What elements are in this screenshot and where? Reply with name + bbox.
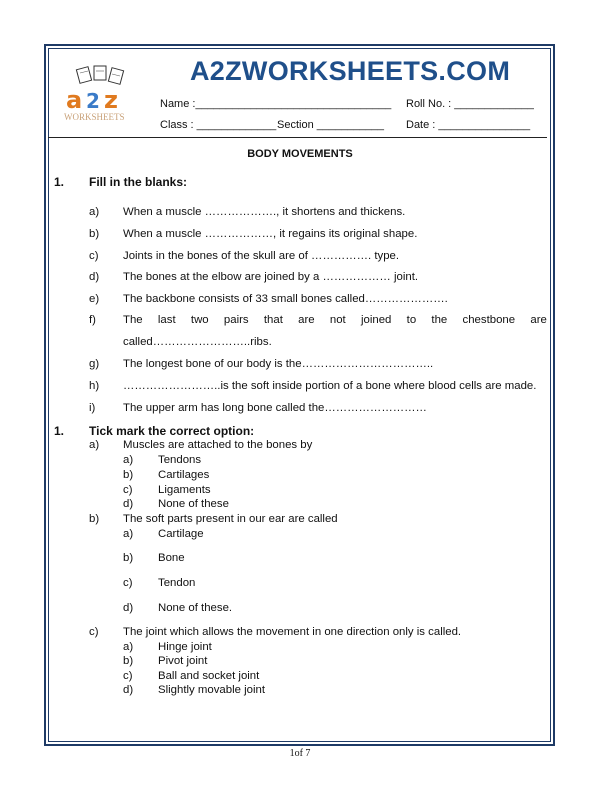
- word: not: [329, 314, 346, 326]
- svg-text:2: 2: [86, 89, 100, 113]
- item-letter: b): [89, 228, 100, 240]
- word: The: [123, 314, 143, 326]
- blank-item: When a muscle ………………., it shortens and thickens.: [123, 206, 406, 218]
- question-number: 1.: [54, 175, 65, 189]
- blank-item-justified: [123, 314, 547, 326]
- item-letter: a): [89, 439, 100, 451]
- item-letter: c): [89, 626, 99, 638]
- a2z-logo-icon: [60, 64, 140, 128]
- item-letter: i): [89, 402, 96, 414]
- option-letter: d): [123, 498, 134, 510]
- item-letter: f): [89, 314, 96, 326]
- option-text[interactable]: None of these.: [158, 602, 233, 614]
- word: that: [263, 314, 283, 326]
- item-letter: e): [89, 293, 100, 305]
- word: chestbone: [462, 314, 516, 326]
- blank-item: ……………………..is the soft inside portion of a bone where blood cells are made.: [123, 380, 537, 392]
- word: last: [157, 314, 176, 326]
- question-heading: Fill in the blanks:: [89, 175, 188, 189]
- site-title: A2ZWORKSHEETS.COM: [190, 56, 511, 86]
- item-letter: h): [89, 380, 100, 392]
- option-text[interactable]: Tendons: [158, 454, 202, 466]
- name-field[interactable]: Name :________________________________: [160, 98, 392, 110]
- blank-item: When a muscle ………………, it regains its original shape.: [123, 228, 418, 240]
- option-letter: b): [123, 552, 134, 564]
- option-text[interactable]: Cartilages: [158, 469, 210, 481]
- option-letter: c): [123, 670, 133, 682]
- option-text[interactable]: Tendon: [158, 577, 196, 589]
- mcq-question: The joint which allows the movement in one direction only is called.: [123, 626, 462, 638]
- option-letter: c): [123, 484, 133, 496]
- section-field[interactable]: Section ___________: [277, 119, 385, 131]
- mcq-question: The soft parts present in our ear are called: [123, 513, 338, 525]
- option-letter: a): [123, 528, 134, 540]
- option-text[interactable]: Cartilage: [158, 528, 204, 540]
- svg-text:z: z: [104, 86, 118, 114]
- option-text[interactable]: Ball and socket joint: [158, 670, 260, 682]
- date-field[interactable]: Date : _______________: [406, 119, 531, 131]
- blank-item: The bones at the elbow are joined by a ……………… joint.: [123, 271, 419, 283]
- class-field[interactable]: Class : _____________: [160, 119, 277, 131]
- word: two: [190, 314, 209, 326]
- question-number: 1.: [54, 424, 65, 438]
- blank-item: Joints in the bones of the skull are of ……………. type.: [123, 250, 400, 262]
- roll-number-field[interactable]: Roll No. : _____________: [406, 98, 534, 110]
- item-letter: d): [89, 271, 100, 283]
- word: pairs: [223, 314, 249, 326]
- svg-text:WORKSHEETS: WORKSHEETS: [64, 112, 125, 122]
- option-letter: b): [123, 655, 134, 667]
- word: are: [530, 314, 547, 326]
- option-text[interactable]: Ligaments: [158, 484, 211, 496]
- header-divider: [48, 137, 547, 138]
- option-letter: d): [123, 602, 134, 614]
- blank-item: The upper arm has long bone called the………………………: [123, 402, 427, 414]
- item-letter: a): [89, 206, 100, 218]
- item-letter: b): [89, 513, 100, 525]
- blank-item-continuation: called……………………..ribs.: [123, 336, 272, 348]
- option-text[interactable]: Pivot joint: [158, 655, 208, 667]
- option-text[interactable]: Bone: [158, 552, 185, 564]
- item-letter: c): [89, 250, 99, 262]
- option-letter: c): [123, 577, 133, 589]
- word: the: [431, 314, 448, 326]
- option-letter: a): [123, 641, 134, 653]
- question-heading: Tick mark the correct option:: [89, 424, 255, 438]
- word: are: [298, 314, 315, 326]
- mcq-question: Muscles are attached to the bones by: [123, 439, 313, 451]
- word: joined: [360, 314, 392, 326]
- option-letter: b): [123, 469, 134, 481]
- option-letter: d): [123, 684, 134, 696]
- worksheet-title: BODY MOVEMENTS: [247, 148, 353, 160]
- option-text[interactable]: Hinge joint: [158, 641, 212, 653]
- page-number: 1of 7: [289, 748, 311, 759]
- svg-text:a: a: [66, 86, 83, 114]
- option-text[interactable]: Slightly movable joint: [158, 684, 265, 696]
- blank-item: The longest bone of our body is the……………………………..: [123, 358, 434, 370]
- option-text[interactable]: None of these: [158, 498, 229, 510]
- option-letter: a): [123, 454, 134, 466]
- word: to: [406, 314, 417, 326]
- blank-item: The backbone consists of 33 small bones called………………….: [123, 293, 448, 305]
- item-letter: g): [89, 358, 100, 370]
